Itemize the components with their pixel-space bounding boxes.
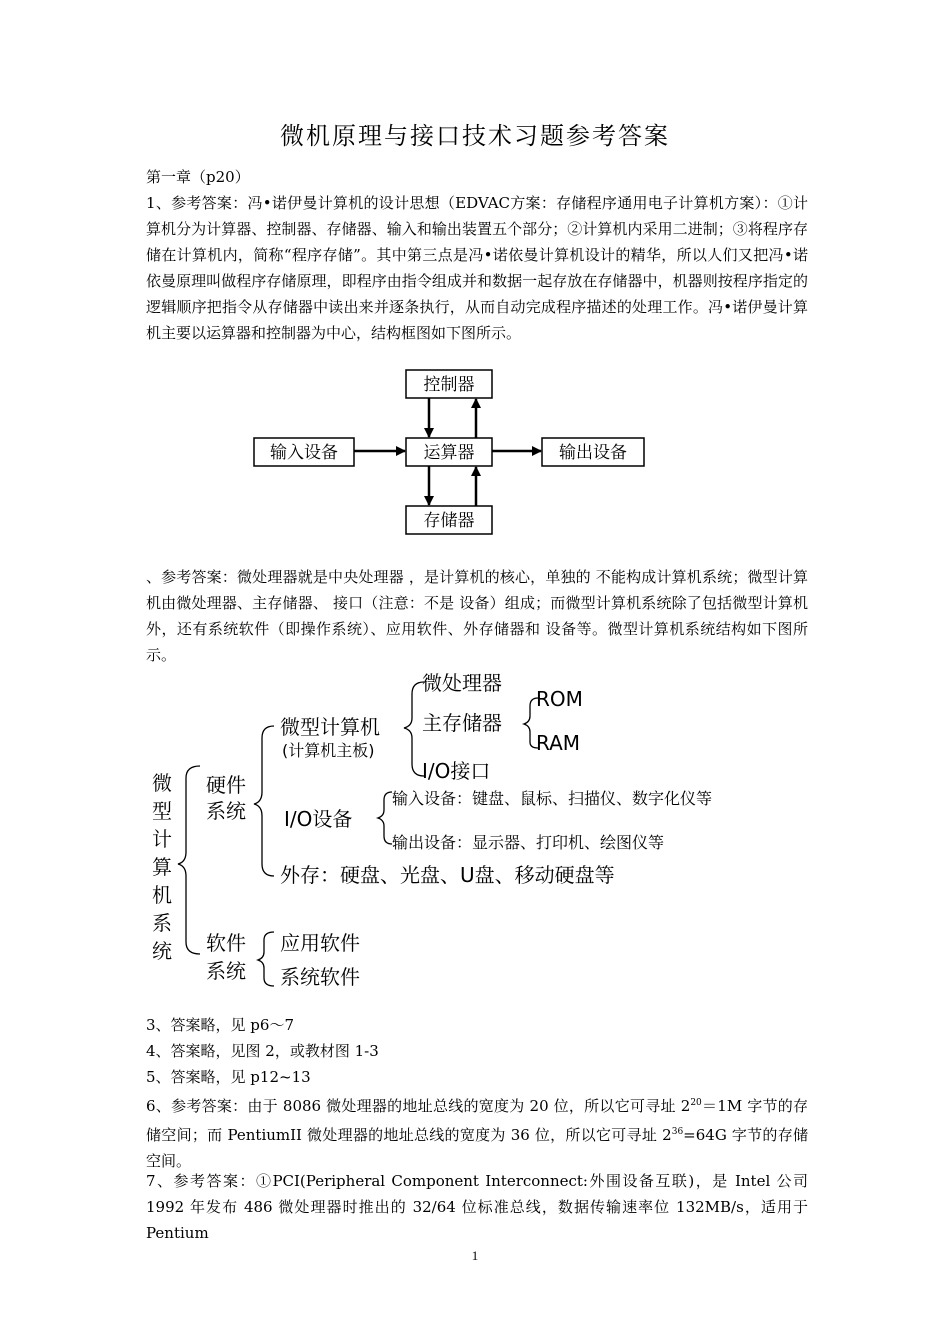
memory-label: 存储器 [423, 511, 475, 531]
root-char-5: 机 [152, 883, 172, 907]
io-device-brace [378, 792, 392, 844]
microcomputer-system-diagram [140, 666, 800, 996]
answer-7-paragraph: 7、参考答案：①PCI(Peripheral Component Interconnect:外围设备互联)，是 Intel 公司 1992 年发布 486 微处理器时推出的 32/64 位标准总线，数据传输速率位 132MB/s，适用于 Pentium [146, 1172, 808, 1242]
hardware-label-line1: 硬件 [206, 773, 246, 797]
answer-6-part2: ＝1M 字节的存储空间；而 PentiumII 微处理器的地址总线的宽度为 36 位，所以它可寻址 2 [146, 1097, 808, 1144]
answer-3: 3、答案略，见 p6～7 [146, 1016, 295, 1034]
cpu-label: 微处理器 [422, 671, 502, 695]
microcomputer-label: 微型计算机 [280, 715, 380, 739]
document-title: 微机原理与接口技术习题参考答案 [280, 122, 670, 150]
ram-label: RAM [536, 731, 581, 755]
answer-4: 4、答案略，见图 2，或教材图 1-3 [146, 1042, 379, 1060]
software-label-line1: 软件 [206, 931, 246, 955]
io-interface-label: I/O接口 [422, 759, 491, 783]
hardware-label-line2: 系统 [206, 799, 246, 823]
output-devices-label: 输出设备：显示器、打印机、绘图仪等 [392, 833, 665, 852]
answer-6-exponent-1: 20 [690, 1098, 702, 1108]
root-char-4: 算 [152, 855, 172, 879]
sys-software-label: 系统软件 [280, 965, 360, 989]
root-char-2: 型 [152, 799, 172, 823]
answer-6-paragraph [146, 1090, 808, 1174]
alu-box [406, 438, 492, 466]
answer-1-paragraph: 1、参考答案：冯•诺伊曼计算机的设计思想（EDVAC方案：存储程序通用电子计算机方案）：①计算机分为计算器、控制器、存储器、输入和输出装置五个部分；②计算机内采用二进制；③将程序存储在计算机内，简称“程序存储”。其中第三点是冯•诺依曼计算机设计的精华，所以人们又把冯•诺依曼原理叫做程序存储原理，即程序由指令组成并和数据一起存放在存储器中，机器则按程序指定的逻辑顺序把指令从存储器中读出来并逐条执行，从而自动完成程序描述的处理工作。冯•诺伊曼计算机主要以运算器和控制器为中心，结构框图如下图所示。 [146, 194, 808, 342]
hardware-brace [254, 726, 274, 876]
main-memory-label: 主存储器 [422, 711, 502, 735]
input-label: 输入设备 [270, 443, 338, 463]
chapter-heading: 第一章（p20） [146, 168, 250, 186]
app-software-label: 应用软件 [280, 931, 360, 955]
root-char-3: 计 [152, 827, 172, 851]
root-brace [178, 766, 200, 954]
controller-label: 控制器 [423, 375, 475, 395]
root-char-7: 统 [152, 939, 172, 963]
root-char-6: 系 [152, 911, 172, 935]
external-storage-label: 外存：硬盘、光盘、U盘、移动硬盘等 [280, 863, 615, 887]
input-devices-label: 输入设备：键盘、鼠标、扫描仪、数字化仪等 [392, 789, 713, 808]
io-device-label: I/O设备 [284, 807, 353, 831]
answer-6-part3: =64G 字节的存储空间。 [146, 1126, 808, 1170]
output-box [542, 438, 644, 466]
software-label-line2: 系统 [206, 959, 246, 983]
page-number: 1 [471, 1248, 479, 1263]
alu-label: 运算器 [423, 443, 475, 463]
controller-box [406, 370, 492, 398]
answer-2-paragraph: 、参考答案：微处理器就是中央处理器 ，是计算机的核心，单独的 不能构成计算机系统；微型计算机由微处理器、主存储器、 接口（注意：不是 设备）组成；而微型计算机系统除了包括微型计算机外，还有系统软件（即操作系统）、应用软件、外存储器和 设备等。微型计算机系统结构如下图所示。 [146, 568, 808, 664]
answer-6-part1: 6、参考答案：由于 8086 微处理器的地址总线的宽度为 20 位，所以它可寻址 2 [146, 1097, 691, 1115]
mainboard-label: (计算机主板) [282, 741, 375, 760]
memory-box [406, 506, 492, 534]
microcomputer-brace [404, 682, 424, 776]
output-label: 输出设备 [559, 443, 627, 463]
software-brace [258, 932, 274, 986]
rom-label: ROM [536, 687, 583, 711]
von-neumann-diagram [240, 360, 660, 542]
answer-6-exponent-2: 36 [671, 1127, 684, 1137]
root-char-1: 微 [152, 771, 172, 795]
answer-5: 5、答案略，见 p12~13 [146, 1068, 311, 1086]
input-box [254, 438, 354, 466]
